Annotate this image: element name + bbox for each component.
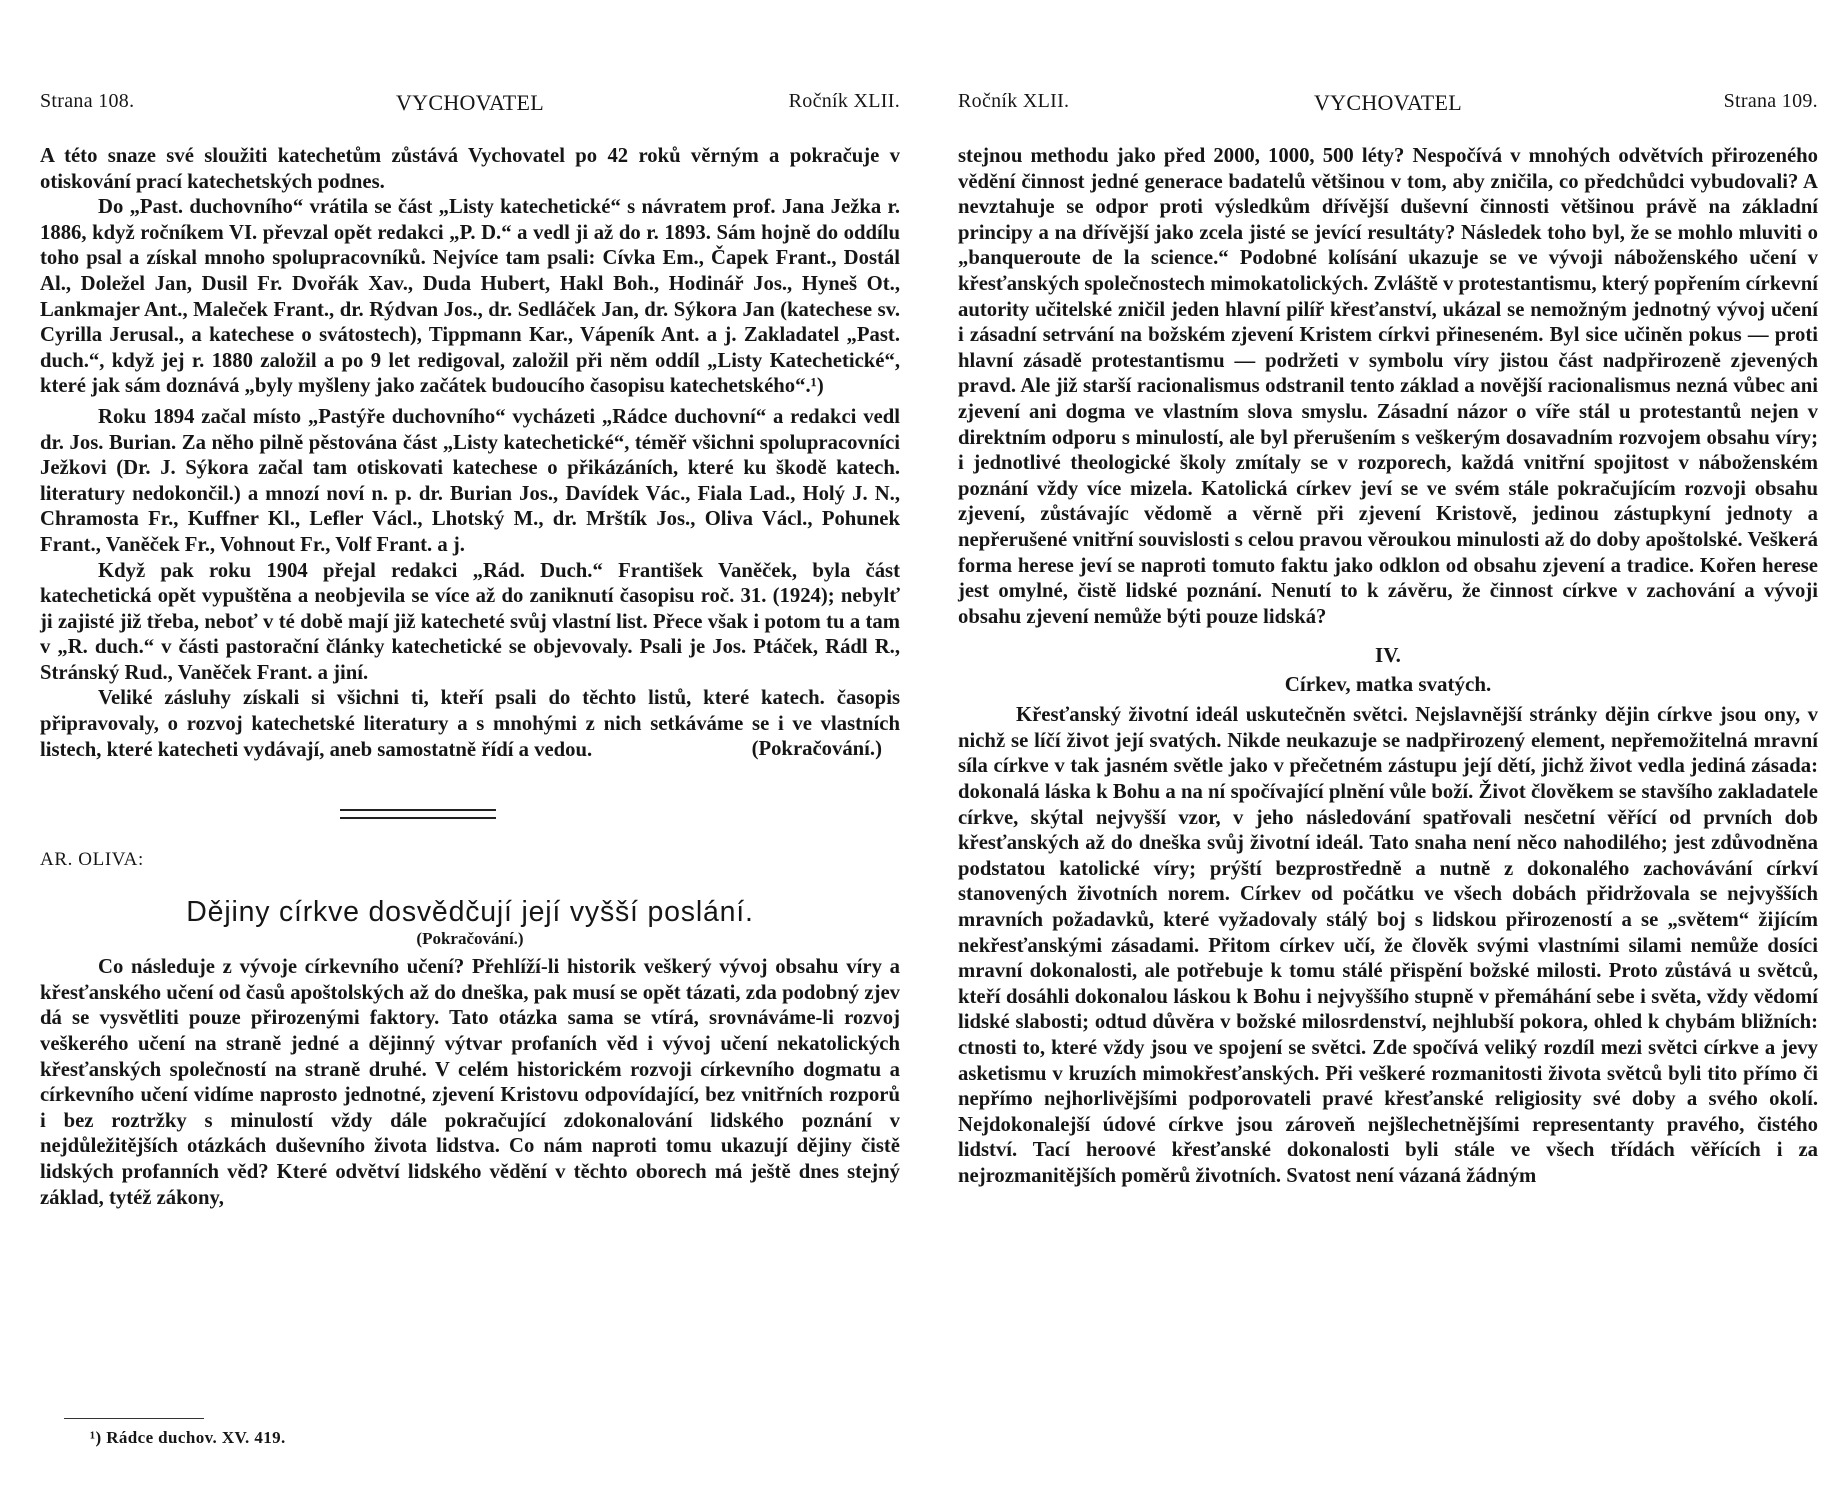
page-number: Strana 108. [40,90,135,112]
page-number: Strana 109. [1723,90,1818,112]
paragraph: A této snaze své sloužiti katechetům zůstává Vychovatel po 42 roků věrným a pokračuje v otiskování prací katechetských podnes. [40,145,900,193]
footnote: ¹) Rádce duchov. XV. 419. [90,1428,286,1447]
volume-number: Ročník XLII. [788,90,900,112]
article-paragraph: Co následuje z vývoje církevního učení? Přehlíží-li historik veškerý vývoj obsahu víry a křesťanského učení od časů apoštolských až do dneška, pak musí se opět tázati, zda podobný zjev dá se vysvětliti pouze přirozenými faktory. Tato otázka sama se vtírá, srovnáváme-li rozvoj veškerého učení na straně jedné a dějinný výtvar profaních věd i vývoj učení nekatolických křesťanských společností na straně druhé. V celém historickém rozvoji církevního dogmatu a církevního učení vidíme naprosto jednotné, zjevení Kristovu odpovídající, bez vnitřních rozporů i bez roztržky s minulostí vždy dále pokračující zdokonalování lidského poznání v nejdůležitějších otázkách duševního života lidstva. Co nám naproti tomu ukazují dějiny čistě lidských profanních věd? Které odvětví lidského vědění v těchto oborech má ještě dnes stejný základ, tytéž zákony, [40,956,900,1209]
paragraph: Křesťanský životní ideál uskutečněn světci. Nejslavnější stránky dějin církve jsou ony, v nichž se líčí život její svatých. Nikde neukazuje se nadpřirozený element, nepřemožitelná mravní síla církve v tak jasném světle jako v přečetném zástupu její dětí, jichž život vedla jediná zásada: dokonalá láska k Bohu a na ní spočívající plnění vůle boží. Život člověkem se stavšího zakladatele církve, skýtal nejvyšší vzor, v jeho následování spatřovali nesčetní věřící od prvních dob křesťanských až do dneška svůj životní ideál. Tato snaha není něco nahodilého; jest zdůvodněna podstatou katolické víry; prýští bezprostředně a nutně z dokonalého zachovávání církví stanovených životních norem. Církev od počátku ve všech dobách přidržovala se nejvyšších mravních požadavků, které vyžadovaly stálý boj s lidskou přirozeností a se „světem“ žijícím nekřesťanskými zásadami. Přitom církev učí, že člověk svými vlastními silami nemůže dosíci mravní dokonalosti, ale potřebuje k tomu stálé přispění božské milosti. Proto zůstává u světců, kteří dosáhli dokonalou láskou k Bohu i nejvyššího stupně v přemáhání sebe i světa, vždy vědomí lidské slabosti; odtud důvěra v božské milosrdenství, nejhlubší pokora, ohled k chybám bližních: ctnosti to, které vždy jsou ve spojení se světci. Zde spočívá veliký rozdíl mezi světci církve a jevy asketismu v kruzích mimokřesťanských. Při veškeré rozmanitosti života světců byli tito přímo či nepřímo nejhorlivějšími podporovateli pravé křesťanské religiosity své doby a svého okolí. Nejdokonalejší údové církve jsou zároveň nejšlechetnějšími representanty pravého, čistého lidství. Tací heroové křesťanské dokonalosti byli stále ve všech třídách věřících i za nejrozmanitějších poměrů životních. Svatost není vázaná žádným [958,704,1818,1187]
paragraph: Veliké zásluhy získali si všichni ti, kteří psali do těchto listů, které katech. časopis připravovaly, o rozvoj katechetské literatury a s mnohými z nich setkáváme se i ve vlastních listech, které katecheti vydávají, aneb samostatně řídí a vedou. [40,687,900,761]
left-page-header [40,90,900,114]
article-title: Dějiny církve dosvědčují její vyšší poslání. [186,896,754,929]
paragraph: stejnou methodu jako před 2000, 1000, 500 léty? Nespočívá v mnohých odvětvích přirozeného vědění činnost jedné generace badatelů většinou v tom, aby zničila, co předchůdci vybudovali? A nevztahuje se odpor proti výsledkům dřívější duševní činnosti většinou právě na základní principy a na dřívější jako zcela jisté se jevící resultáty? Následek toho byl, že se mohlo mluviti o „banqueroute de la science.“ Podobné kolísání ukazuje se ve vývoji náboženského učení v křesťanských společnostech mimokatolických. Zvláště v protestantismu, který popřením církevní autority učitelské zničil jeden hlavní pilíř křesťanství, ukázal se nemožným jednotný vývoj učení i zásadní setrvání na božském zjevení Kristem církvi přineseném. Byl sice učiněn pokus — proti hlavní zásadě protestantismu — podržeti v symbolu víry jistou část nadpřirozeně zjevených pravd. Ale již starší racionalismus odstranil tento základ a novější racionalismus nezná vůbec ani zjevení ani dogma ve vlastním slova smyslu. Zásadní názor o víře stál u protestantů nejen v direktním odporu s minulostí, ale byl přerušením s veškerým dosavadním rozvojem obsahu víry; i jednotlivé theologické školy zmítaly se v rozporech, každá vnitřní spojitost v náboženském poznání vždy více mizela. Katolická církev jeví se ve svém stále pokračujícím rozvoji obsahu zjevení, zůstávajíc vědomě a věrně při zjevení Kristově, jedinou zástupkyní jednoty a nepřerušené vnitřní souvislosti s celou pravou věroukou minulosti až do doby apoštolské. Veškerá forma herese jeví se naproti tomuto faktu jako odklon od obsahu zjevení a tradice. Kořen herese jest omylné, čistě lidské poznání. Nenutí to k závěru, že činnost církve v zachování a vývoji obsahu zjevení nemůže býti pouze lidská? [958,145,1818,628]
volume-number: Ročník XLII. [958,90,1070,112]
right-page-header [958,90,1818,114]
left-page-body [40,144,900,1211]
section-separator [40,789,900,847]
journal-title: VYCHOVATEL [1313,90,1463,115]
article-author: AR. OLIVA: [40,849,144,871]
right-page [958,0,1818,1500]
section-title: Církev, matka svatých. [1284,672,1492,697]
left-page [40,0,900,1500]
paragraph: Roku 1894 začal místo „Pastýře duchovního“ vycházeti „Rádce duchovní“ a redakci vedl dr. Jos. Burian. Za něho pilně pěstována část „Listy katechetické“, téměř všichni spolupracovníci Ježkovi (Dr. J. Sýkora začal tam otiskovati katechese o přikázáních, které ku škodě katech. literatury nedokončil.) a mnozí noví n. p. dr. Burian Jos., Davídek Vác., Fiala Lad., Holý J. N., Chramosta Fr., Kuffner Kl., Lefler Václ., Lhotský M., dr. Mrštík Jos., Oliva Václ., Pohunek Frant., Vaněček Fr., Vohnout Fr., Volf Frant. a j. [40,405,900,556]
continued-note: (Pokračování.) [751,738,882,761]
footnote-rule [64,1418,204,1419]
paragraph: Do „Past. duchovního“ vrátila se část „Listy katechetické“ s návratem prof. Jana Ježka r. 1886, když ročníkem VI. převzal opět redakci „P. D.“ a vedl ji až do r. 1893. Sám hojně do oddílu toho psal a získal mnoho spolupracovníků. Nejvíce tam psali: Cívka Em., Čapek Frant., Dostál Al., Doležel Jan, Dusil Fr. Dvořák Xav., Duda Hubert, Hakl Boh., Hodinář Jos., Hyneš Ot., Lankmajer Ant., Maleček Frant., dr. Rýdvan Jos., dr. Sedláček Jan, dr. Sýkora Jan (katechese sv. Cyrilla Jerusal., a katechese o svátostech), Tippmann Kar., Vápeník Ant. a j. Zakladatel „Past. duch.“, když jej r. 1880 založil a po 9 let redigoval, založil při něm oddíl „Listy Katechetické“, které jak sám doznává „byly myšleny jako začátek budoucího časopisu katechetského“.¹) [40,196,900,398]
right-page-body [958,144,1818,1190]
paragraph: Když pak roku 1904 přejal redakci „Rád. Duch.“ František Vaněček, byla část katechetická opět vypuštěna a neobjevila se více až do zaniknutí časopisu roč. 31. (1924); nebylť ji zajisté již třeba, neboť v té době mají již katecheté svůj vlastní list. Přece však i potom tu a tam v „R. duch.“ v části pastorační články katechetické se objevovaly. Psali je Jos. Ptáček, Rádl R., Stránský Rud., Vaněček Frant. a jiní. [40,559,900,684]
article-subtitle: (Pokračování.) [416,929,524,949]
section-number: IV. [1375,643,1401,668]
journal-title: VYCHOVATEL [395,90,545,115]
